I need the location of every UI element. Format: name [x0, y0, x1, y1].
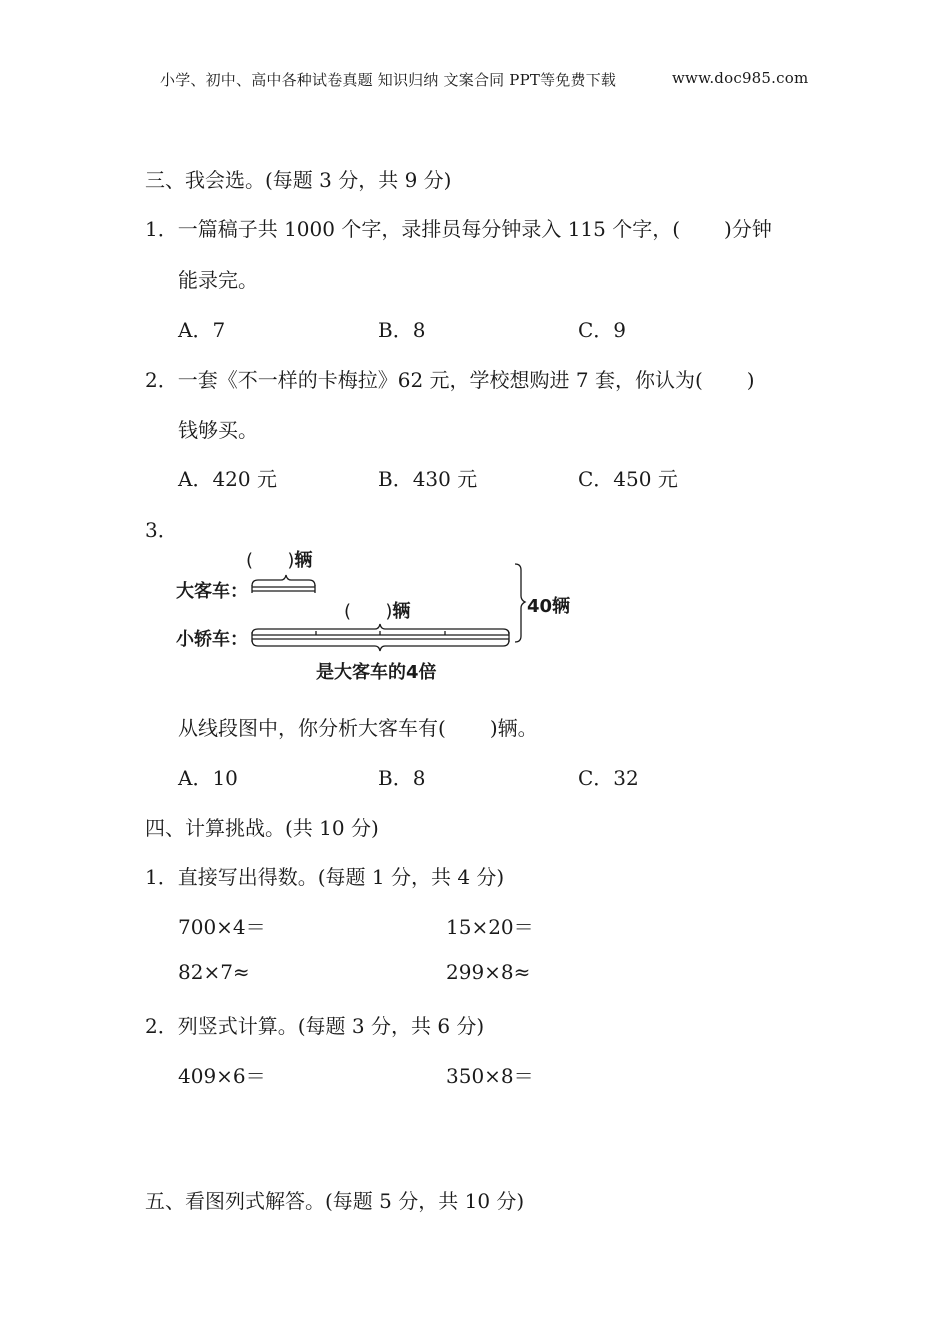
header-url[interactable]: www.doc985.com: [672, 69, 809, 87]
q3-option-c[interactable]: C．32: [578, 766, 639, 790]
question-2-text-end: ): [746, 368, 755, 392]
car-count-unit: 辆: [392, 601, 411, 622]
section-4-sub-2-title: 2．列竖式计算。(每题 3 分，共 6 分): [145, 1014, 485, 1038]
q3-option-a[interactable]: A．10: [178, 766, 238, 790]
car-bottom-brace: [252, 640, 509, 651]
question-3-text-end: )辆。: [489, 716, 538, 740]
diagram-ratio-label: 是大客车的4倍: [316, 662, 437, 683]
question-3-number: 3．: [145, 518, 178, 542]
question-2-continuation: 钱够买。: [178, 418, 258, 442]
question-2-text: 2．一套《不一样的卡梅拉》62 元，学校想购进 7 套，你认为(: [145, 368, 703, 392]
question-3-text: 从线段图中，你分析大客车有(: [178, 716, 446, 740]
question-1-continuation: 能录完。: [178, 268, 258, 292]
bus-top-brace: [252, 575, 315, 586]
question-1-text-end: )分钟: [724, 217, 772, 241]
section-3-title: 三、我会选。(每题 3 分，共 9 分): [145, 168, 452, 192]
section-5-title: 五、看图列式解答。(每题 5 分，共 10 分): [145, 1189, 525, 1213]
q2-option-a[interactable]: A．420 元: [178, 467, 277, 491]
q1-option-c[interactable]: C．9: [578, 318, 627, 342]
q1-option-b[interactable]: B．8: [378, 318, 426, 342]
section-4-title: 四、计算挑战。(共 10 分): [145, 816, 379, 840]
vertical-calc-item: 409×6＝: [178, 1064, 266, 1088]
line-segment-diagram: [245, 560, 575, 670]
calc-item: 82×7≈: [178, 960, 250, 984]
header-left-text: 小学、初中、高中各种试卷真题 知识归纳 文案合同 PPT等免费下载: [160, 71, 617, 89]
diagram-bus-label: 大客车：: [176, 581, 248, 602]
question-2: [145, 364, 755, 393]
q3-option-b[interactable]: B．8: [378, 766, 426, 790]
calc-item: 15×20＝: [446, 915, 534, 939]
question-3: [178, 712, 538, 741]
bus-count-blank[interactable]: ( ): [246, 550, 295, 571]
car-count-blank[interactable]: ( ): [344, 601, 393, 622]
q1-option-a[interactable]: A．7: [178, 318, 226, 342]
q2-option-c[interactable]: C．450 元: [578, 467, 678, 491]
bus-count-unit: 辆: [294, 550, 313, 571]
diagram-car-label: 小轿车：: [176, 629, 248, 650]
calc-item: 700×4＝: [178, 915, 266, 939]
calc-item: 299×8≈: [446, 960, 531, 984]
q2-option-b[interactable]: B．430 元: [378, 467, 478, 491]
section-4-sub-1-title: 1．直接写出得数。(每题 1 分，共 4 分): [145, 865, 505, 889]
diagram-total-label: 40辆: [527, 596, 571, 617]
question-1-text: 1．一篇稿子共 1000 个字，录排员每分钟录入 115 个字，(: [145, 217, 681, 241]
total-right-brace: [515, 564, 525, 642]
vertical-calc-item: 350×8＝: [446, 1064, 534, 1088]
question-1: [145, 213, 772, 242]
